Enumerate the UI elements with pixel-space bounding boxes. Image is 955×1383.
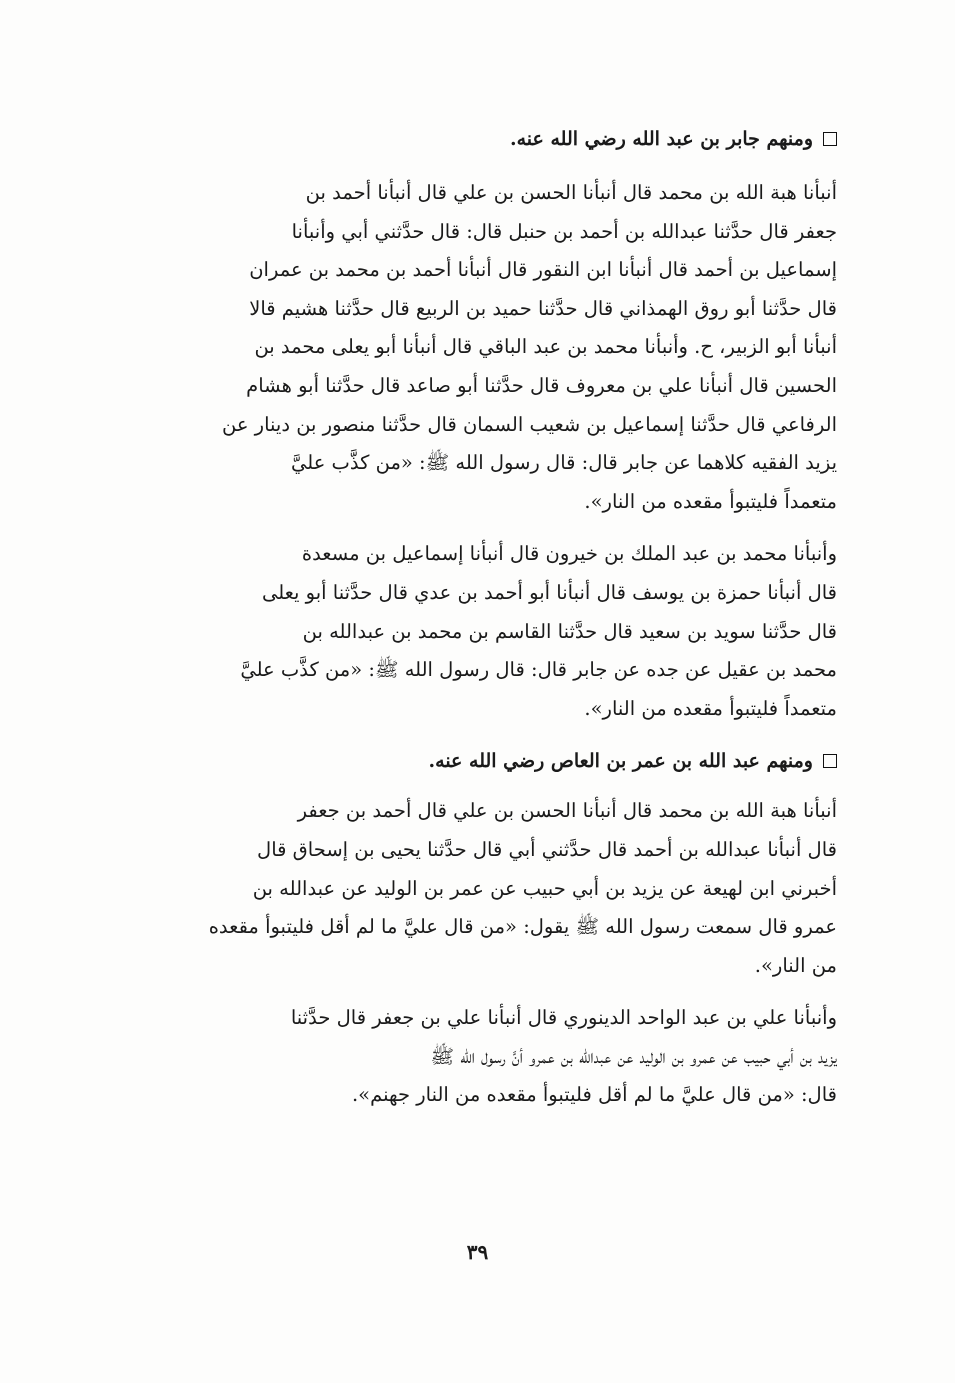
page-number: ٣٩: [466, 1240, 489, 1264]
section-heading-text: ومنهم عبد الله بن عمر بن العاص رضي الله عنه.: [428, 750, 813, 773]
text-line: متعمداً فليتبوأ مقعده من النار».: [584, 489, 837, 513]
text-line: يزيد بن أبي حبيب عن عمرو بن الوليد عن عبدالله بن عمرو أنَّ رسول الله ﷺ: [430, 1044, 837, 1068]
text-line: جعفر قال حدَّثنا عبدالله بن أحمد بن حنبل قال: قال حدَّثني أبي وأنبأنا: [291, 219, 837, 243]
text-line: أنبأنا أبو الزبير، ح. وأنبأنا محمد بن عبد الباقي قال أنبأنا أبو يعلى محمد بن: [254, 335, 837, 359]
text-line: قال أنبأنا حمزة بن يوسف قال أنبأنا أبو أحمد بن عدي قال حدَّثنا أبو يعلى: [261, 580, 837, 604]
text-line: إسماعيل بن أحمد قال أنبأنا ابن النقور قال أنبأنا أحمد بن محمد بن عمران: [249, 258, 837, 282]
text-line: وأنبأنا محمد بن عبد الملك بن خيرون قال أنبأنا إسماعيل بن مسعدة: [301, 542, 837, 566]
text-line: أخبرني ابن لهيعة عن يزيد بن أبي حبيب عن عمر بن الوليد عن عبدالله بن: [252, 876, 837, 900]
text-line: يزيد الفقيه كلاهما عن جابر قال: قال رسول الله ﷺ: «من كذَّب عليَّ: [291, 451, 837, 475]
text-line: عمرو قال سمعت رسول الله ﷺ يقول: «من قال عليَّ ما لم أقل فليتبوأ مقعده: [208, 915, 837, 939]
text-line: قال حدَّثنا أبو روق الهمذاني قال حدَّثنا حميد بن الربيع قال حدَّثنا هشيم قالا: [249, 296, 837, 320]
paragraph: [112, 535, 837, 728]
section-heading: [112, 740, 837, 782]
text-line: متعمداً فليتبوأ مقعده من النار».: [584, 696, 837, 720]
text-line: قال حدَّثنا سويد بن سعيد قال حدَّثنا القاسم بن محمد بن عبدالله بن: [302, 619, 837, 643]
page-content: [112, 118, 837, 1115]
text-line: قال: «من قال عليَّ ما لم أقل فليتبوأ مقعده من النار جهنم».: [351, 1083, 837, 1107]
text-line: الرفاعي قال حدَّثنا إسماعيل بن شعيب السمان قال حدَّثنا منصور بن دينار عن: [221, 412, 837, 436]
section-heading: [112, 118, 837, 160]
paragraph: [112, 174, 837, 521]
text-line: الحسين قال أنبأنا علي بن معروف قال حدَّثنا أبو صاعد قال حدَّثنا أبو هشام: [246, 373, 837, 397]
text-line: من النار».: [754, 953, 837, 977]
square-bullet-icon: [823, 754, 837, 768]
text-line: قال أنبأنا عبدالله بن أحمد قال حدَّثني أبي قال حدَّثنا يحيى بن إسحاق قال: [257, 837, 837, 861]
text-line: أنبأنا هبة الله بن محمد قال أنبأنا الحسن بن علي قال أحمد بن جعفر: [297, 799, 837, 823]
section-heading-text: ومنهم جابر بن عبد الله رضي الله عنه.: [510, 128, 813, 150]
paragraph: [112, 999, 837, 1115]
paragraph: [112, 792, 837, 985]
text-line: وأنبأنا علي بن عبد الواحد الدينوري قال أنبأنا علي بن جعفر قال حدَّثنا: [290, 1006, 837, 1030]
square-bullet-icon: [823, 132, 837, 146]
text-line: محمد بن عقيل عن جده عن جابر قال: قال رسول الله ﷺ: «من كذَّب عليَّ: [240, 658, 837, 682]
text-line: أنبأنا هبة الله بن محمد قال أنبأنا الحسن بن علي قال أنبأنا أحمد بن: [305, 181, 837, 204]
